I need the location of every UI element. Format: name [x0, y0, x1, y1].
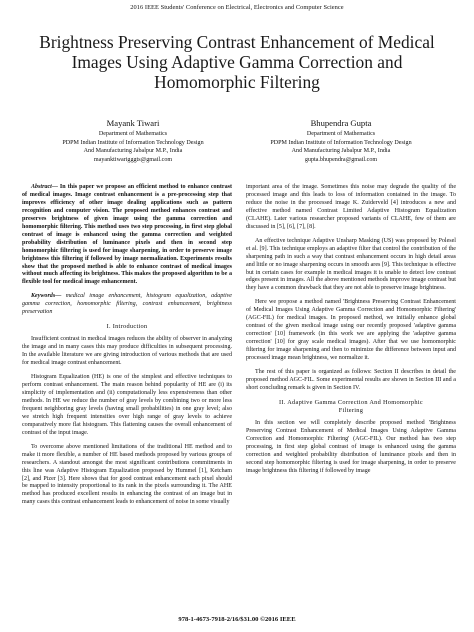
section-heading-line: Filtering: [338, 406, 364, 414]
paragraph: The rest of this paper is organized as follows: Section II describes in detail the proposed method AGC-FIL. Some experimental results are shown in Section III and a short concluding remark is given in Section IV.: [246, 369, 456, 391]
author-address: And Manufacturing Jabalpur M.P., India: [83, 148, 183, 155]
author-address: And Manufacturing Jabalpur M.P., India: [291, 148, 391, 155]
author-block-1: [33, 118, 233, 165]
author-name: Mayank Tiwari: [106, 118, 160, 128]
section-heading-method: [246, 399, 456, 415]
author-institute: PDPM Indian Institute of Information Technology Design: [270, 139, 412, 146]
author-department: Department of Mathematics: [98, 131, 168, 137]
section-heading-introduction: I. Introduction: [106, 323, 148, 331]
paragraph: In this section we will completely describe proposed method 'Brightness Preserving Contrast Enhancement of Medical Images Using Adaptive Gamma Correction and Homomorphic Filtering' (AGC-FIL). Our method has two step processing, in first step global contrast of image is enhanced using the gamma correction and weighted probability distribution of luminance pixels and then in second step homomorphic filtering is used for image sharpening, in order to preserve image brightness this filtering if followed by image: [246, 419, 456, 474]
author-name: Bhupendra Gupta: [310, 118, 372, 128]
paragraph: To overcome above mentioned limitations of the traditional HE method and to make it more flexible, a number of HE based methods proposed by various groups of researchers. A standout amongst the most significant contributions commitments in this line was Adaptive Histogram Equalization proposed by Hummel [1], Ketcham [2], and Pizer [3]. Here shows that for good contrast enhancement each pixel should be mapped to intensity proportional to its rank in the pixels surrounding it. The AHE method has produced excellent results in enhancing the contrast of an image but in many cases this contrast enhancement leads to enhancement of noise in some visually: [22, 443, 232, 506]
author-block-2: [241, 118, 441, 165]
conference-header: 2016 IEEE Students' Conference on Electrical, Electronics and Computer Science: [130, 4, 344, 11]
author-email: gupta.bhupendra@gmail.com: [304, 157, 378, 164]
paragraph: Histogram Equalization (HE) is one of the simplest and effective techniques to perform contrast enhancement. The main reason behind popularity of HE are (i) its simplicity of implementation and (ii) computationally less expensiveness than other methods. In HE we reduce the number of gray levels by combining two or more less frequent neighboring gray levels (having small probabilities) in one gray level; also we stretch high frequent intensities over high range of gray levels to achieve comparatively more flat histogram. This flattening causes the overall enhancement of contrast of the input image.: [22, 374, 232, 436]
author-department: Department of Mathematics: [306, 131, 376, 137]
paragraph: Here we propose a method named 'Brightness Preserving Contrast Enhancement of Medical Images Using Adaptive Gamma Correction and Homomorphic Filtering' (AGC-FIL) for medical images. In proposed method, we initially enhance global contrast of the given medical image using our recently proposed 'adaptive gamma correction' [10] framework (in this work we are applying the 'adaptive gamma correction' [10] for gray scale medical images). After that we use homomorphic filtering for image sharpening and then to minimize the difference between input and processed image mean brightness, we normalize it.: [246, 299, 456, 362]
author-institute: PDPM Indian Institute of Information Technology Design: [62, 139, 204, 146]
copyright-footer: 978-1-4673-7918-2/16/$31.00 ©2016 IEEE: [178, 616, 296, 623]
author-email: mayanktiwarigggts@gmail.com: [93, 157, 173, 164]
paragraph: An effective technique Adaptive Unsharp Masking (US) was proposed by Polesel et al. [9]. This technique employs an adaptive filter that control the contribution of the sharpening path in such a way that contrast enhancement occurs in high detail areas and little or no image sharpening occurs in smooth ares [9]. This technique is effective but in certain cases for example in medical images it is unable to detect low contrast edges present in images. All the above mentioned methods improve image contrast but they have a common drawback that they are not able to preserve image brightness.: [246, 237, 456, 292]
abstract-text: In this paper we propose an efficient method to enhance contrast of medical images. Image contrast enhancement is a pre-processing step that improves efficiency of other image dealing applications such as pattern recognition and computer vision. The proposed method enhances contrast and preserves brightness of given image using the gamma correction and homomorphic filtering. This method uses two step processing, in first step global contrast of image is enhanced using the gamma correction and weighted probability distribution of luminance pixels and then in second step homomorphic filtering is used for image sharpening, in order to preserve image brightness this filtering if followed by image normalization. Experiments results show that the proposed method is able to enhance contrast of medical images without much affecting its brightness. This makes the proposed algorithm to be a flexible tool for medical image enhancement.: [22, 184, 232, 286]
abstract: [22, 184, 232, 287]
paper-title: Brightness Preserving Contrast Enhancement of Medical Images Using Adaptive Gamma Correction and Homomorphic Filtering: [39, 32, 435, 92]
paragraph: Insufficient contrast in medical images reduces the ability of observer in analyzing the image and in many cases this may produce difficulties in subsequent processing. In the available literature we are giving introduction of various methods that are used for medical image contrast enhancement.: [22, 336, 232, 367]
abstract-label: Abstract—: [31, 184, 58, 190]
section-heading-line: II. Adaptive Gamma Correction And Homomorphic: [279, 398, 423, 406]
keywords-label: Keywords—: [31, 293, 62, 300]
paragraph: important area of the image. Sometimes this noise may degrade the quality of the processed image and this leads to loss of information contained in the image. To reduce the noise in the processed image K. Zuiderveld [4] introduces a new and effective method named Contrast Limited Adaptive Histogram Equalization (CLAHE). Later various researcher proposed variants of CLAHE, few of them are discussed in [5], [6], [7], [8].: [246, 184, 456, 230]
right-column: [246, 184, 456, 482]
left-column: [22, 184, 232, 513]
keywords-text: medical image enhancement, histogram equalization, adaptive gamma correction, homomorphic filtering, contrast enhancement, brightness preservation: [22, 293, 232, 316]
keywords: [22, 293, 232, 317]
